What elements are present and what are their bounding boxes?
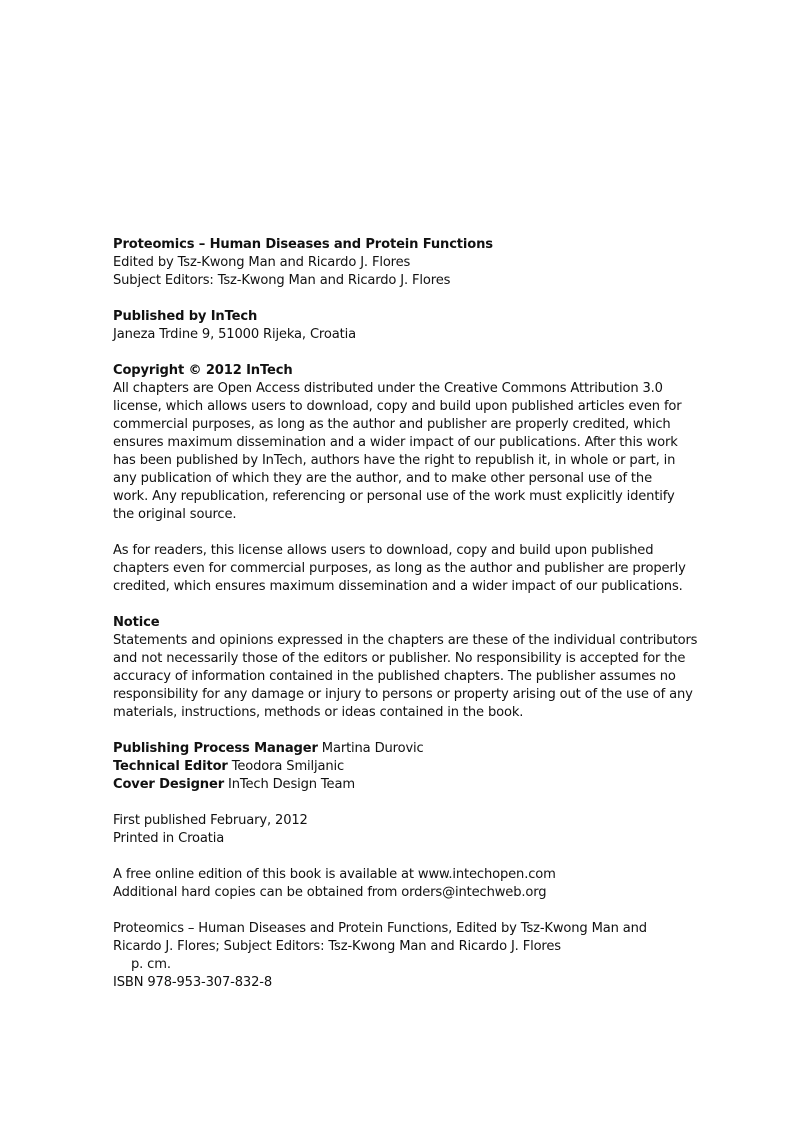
credit-role: Cover Designer bbox=[113, 777, 224, 792]
spacer bbox=[113, 290, 703, 308]
spacer bbox=[113, 902, 703, 920]
notice-block bbox=[113, 614, 703, 722]
credit-name: Teodora Smiljanic bbox=[227, 759, 345, 774]
cataloging-block bbox=[113, 920, 703, 992]
readers-license-block bbox=[113, 542, 703, 596]
spacer bbox=[113, 344, 703, 362]
copyright-line: ensures maximum dissemination and a wider impact of our publications. After this work bbox=[113, 435, 678, 450]
first-published: First published February, 2012 bbox=[113, 813, 308, 828]
notice-line: materials, instructions, methods or ideas contained in the book. bbox=[113, 705, 524, 720]
copyright-line: license, which allows users to download, copy and build upon published articles even for bbox=[113, 399, 682, 414]
publisher-heading: Published by InTech bbox=[113, 309, 258, 324]
credit-cover-designer bbox=[113, 776, 703, 794]
cataloging-line: Ricardo J. Flores; Subject Editors: Tsz-Kwong Man and Ricardo J. Flores bbox=[113, 939, 561, 954]
notice-line: accuracy of information contained in the published chapters. The publisher assumes no bbox=[113, 669, 676, 684]
isbn: ISBN 978-953-307-832-8 bbox=[113, 975, 273, 990]
copyright-line: any publication of which they are the author, and to make other personal use of the bbox=[113, 471, 652, 486]
credit-name: InTech Design Team bbox=[224, 777, 355, 792]
publisher-block bbox=[113, 308, 703, 344]
availability-block bbox=[113, 866, 703, 902]
credit-role: Technical Editor bbox=[113, 759, 228, 774]
spacer bbox=[113, 794, 703, 812]
notice-line: Statements and opinions expressed in the chapters are these of the individual contributors bbox=[113, 633, 698, 648]
cataloging-pages: p. cm. bbox=[131, 957, 171, 972]
credits-block bbox=[113, 740, 703, 794]
notice-heading: Notice bbox=[113, 615, 160, 630]
readers-line: credited, which ensures maximum dissemination and a wider impact of our publications. bbox=[113, 579, 683, 594]
spacer bbox=[113, 848, 703, 866]
title-block bbox=[113, 236, 703, 290]
spacer bbox=[113, 524, 703, 542]
cataloging-line: Proteomics – Human Diseases and Protein Functions, Edited by Tsz-Kwong Man and bbox=[113, 921, 647, 936]
copyright-line: has been published by InTech, authors have the right to republish it, in whole or part, in bbox=[113, 453, 676, 468]
online-edition: A free online edition of this book is available at www.intechopen.com bbox=[113, 867, 556, 882]
subject-editors: Subject Editors: Tsz-Kwong Man and Ricardo J. Flores bbox=[113, 273, 451, 288]
credit-role: Publishing Process Manager bbox=[113, 741, 318, 756]
copyright-line: the original source. bbox=[113, 507, 237, 522]
copyright-block bbox=[113, 362, 703, 524]
readers-line: chapters even for commercial purposes, as long as the author and publisher are properly bbox=[113, 561, 686, 576]
publisher-address: Janeza Trdine 9, 51000 Rijeka, Croatia bbox=[113, 327, 356, 342]
copyright-heading: Copyright © 2012 InTech bbox=[113, 363, 293, 378]
spacer bbox=[113, 596, 703, 614]
book-title: Proteomics – Human Diseases and Protein Functions bbox=[113, 237, 493, 252]
credit-technical-editor bbox=[113, 758, 703, 776]
hard-copies: Additional hard copies can be obtained from orders@intechweb.org bbox=[113, 885, 547, 900]
notice-line: responsibility for any damage or injury to persons or property arising out of the use of any bbox=[113, 687, 693, 702]
credit-name: Martina Durovic bbox=[317, 741, 424, 756]
notice-line: and not necessarily those of the editors or publisher. No responsibility is accepted for the bbox=[113, 651, 686, 666]
copyright-line: All chapters are Open Access distributed under the Creative Commons Attribution 3.0 bbox=[113, 381, 663, 396]
edited-by: Edited by Tsz-Kwong Man and Ricardo J. Flores bbox=[113, 255, 411, 270]
printed-in: Printed in Croatia bbox=[113, 831, 225, 846]
printing-block bbox=[113, 812, 703, 848]
credit-publishing-manager bbox=[113, 740, 703, 758]
copyright-line: commercial purposes, as long as the author and publisher are properly credited, which bbox=[113, 417, 671, 432]
copyright-line: work. Any republication, referencing or personal use of the work must explicitly identify bbox=[113, 489, 675, 504]
spacer bbox=[113, 722, 703, 740]
copyright-page bbox=[113, 236, 703, 992]
readers-line: As for readers, this license allows users to download, copy and build upon published bbox=[113, 543, 654, 558]
